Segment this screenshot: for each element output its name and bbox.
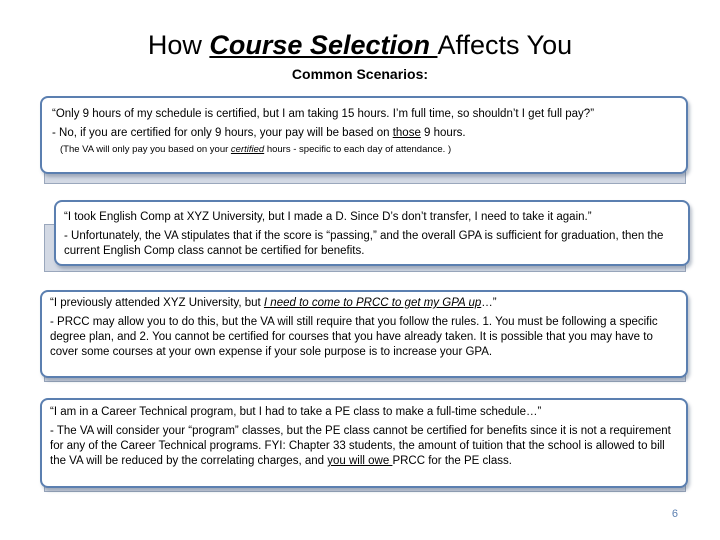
slide-subtitle: Common Scenarios: xyxy=(291,66,429,82)
scenario-box-4 xyxy=(40,398,688,488)
scenario-answer: - The VA will consider your “program” classes, but the PE class cannot be certified for benefits since it is not a requirement for any of the Career Technical programs. FYI: Chapter 33 students, the amount of tuition that the school is allowed to bill the VA will be reduced by the correlating charges, and you will owe PRCC for the PE class. xyxy=(50,425,671,467)
scenario-box-1 xyxy=(40,96,688,174)
scenario-box-2 xyxy=(54,200,690,266)
scenario-note: (The VA will only pay you based on your certified hours - specific to each day of attendance. ) xyxy=(60,144,452,155)
scenario-answer: - No, if you are certified for only 9 hours, your pay will be based on those 9 hours. xyxy=(52,127,466,139)
title-post: Affects You xyxy=(437,30,573,60)
slide-title xyxy=(0,28,720,62)
scenario-answer: - PRCC may allow you to do this, but the VA will still require that you follow the rules. 1. You must be following a specific degree plan, and 2. You cannot be certified for courses that you have already taken. It is possible that you may have to cover some courses at your own expense if your sole purpose is to increase your GPA. xyxy=(50,316,658,358)
title-emphasis: Course Selection xyxy=(209,30,438,60)
scenario-question: “I took English Comp at XYZ University, but I made a D. Since D’s don’t transfer, I need to take it again.” xyxy=(64,211,592,223)
scenario-answer: - Unfortunately, the VA stipulates that if the score is “passing,” and the overall GPA is sufficient for graduation, then the current English Comp class cannot be certified for benefits. xyxy=(64,230,664,257)
scenario-question: “Only 9 hours of my schedule is certified, but I am taking 15 hours. I’m full time, so shouldn’t I get full pay?” xyxy=(52,108,595,120)
scenario-question: “I am in a Career Technical program, but I had to take a PE class to make a full-time schedule…” xyxy=(50,406,542,418)
title-pre: How xyxy=(147,30,210,60)
page-number: 6 xyxy=(671,508,678,520)
scenario-box-3 xyxy=(40,290,688,378)
scenario-question: “I previously attended XYZ University, but I need to come to PRCC to get my GPA up…” xyxy=(50,297,497,309)
